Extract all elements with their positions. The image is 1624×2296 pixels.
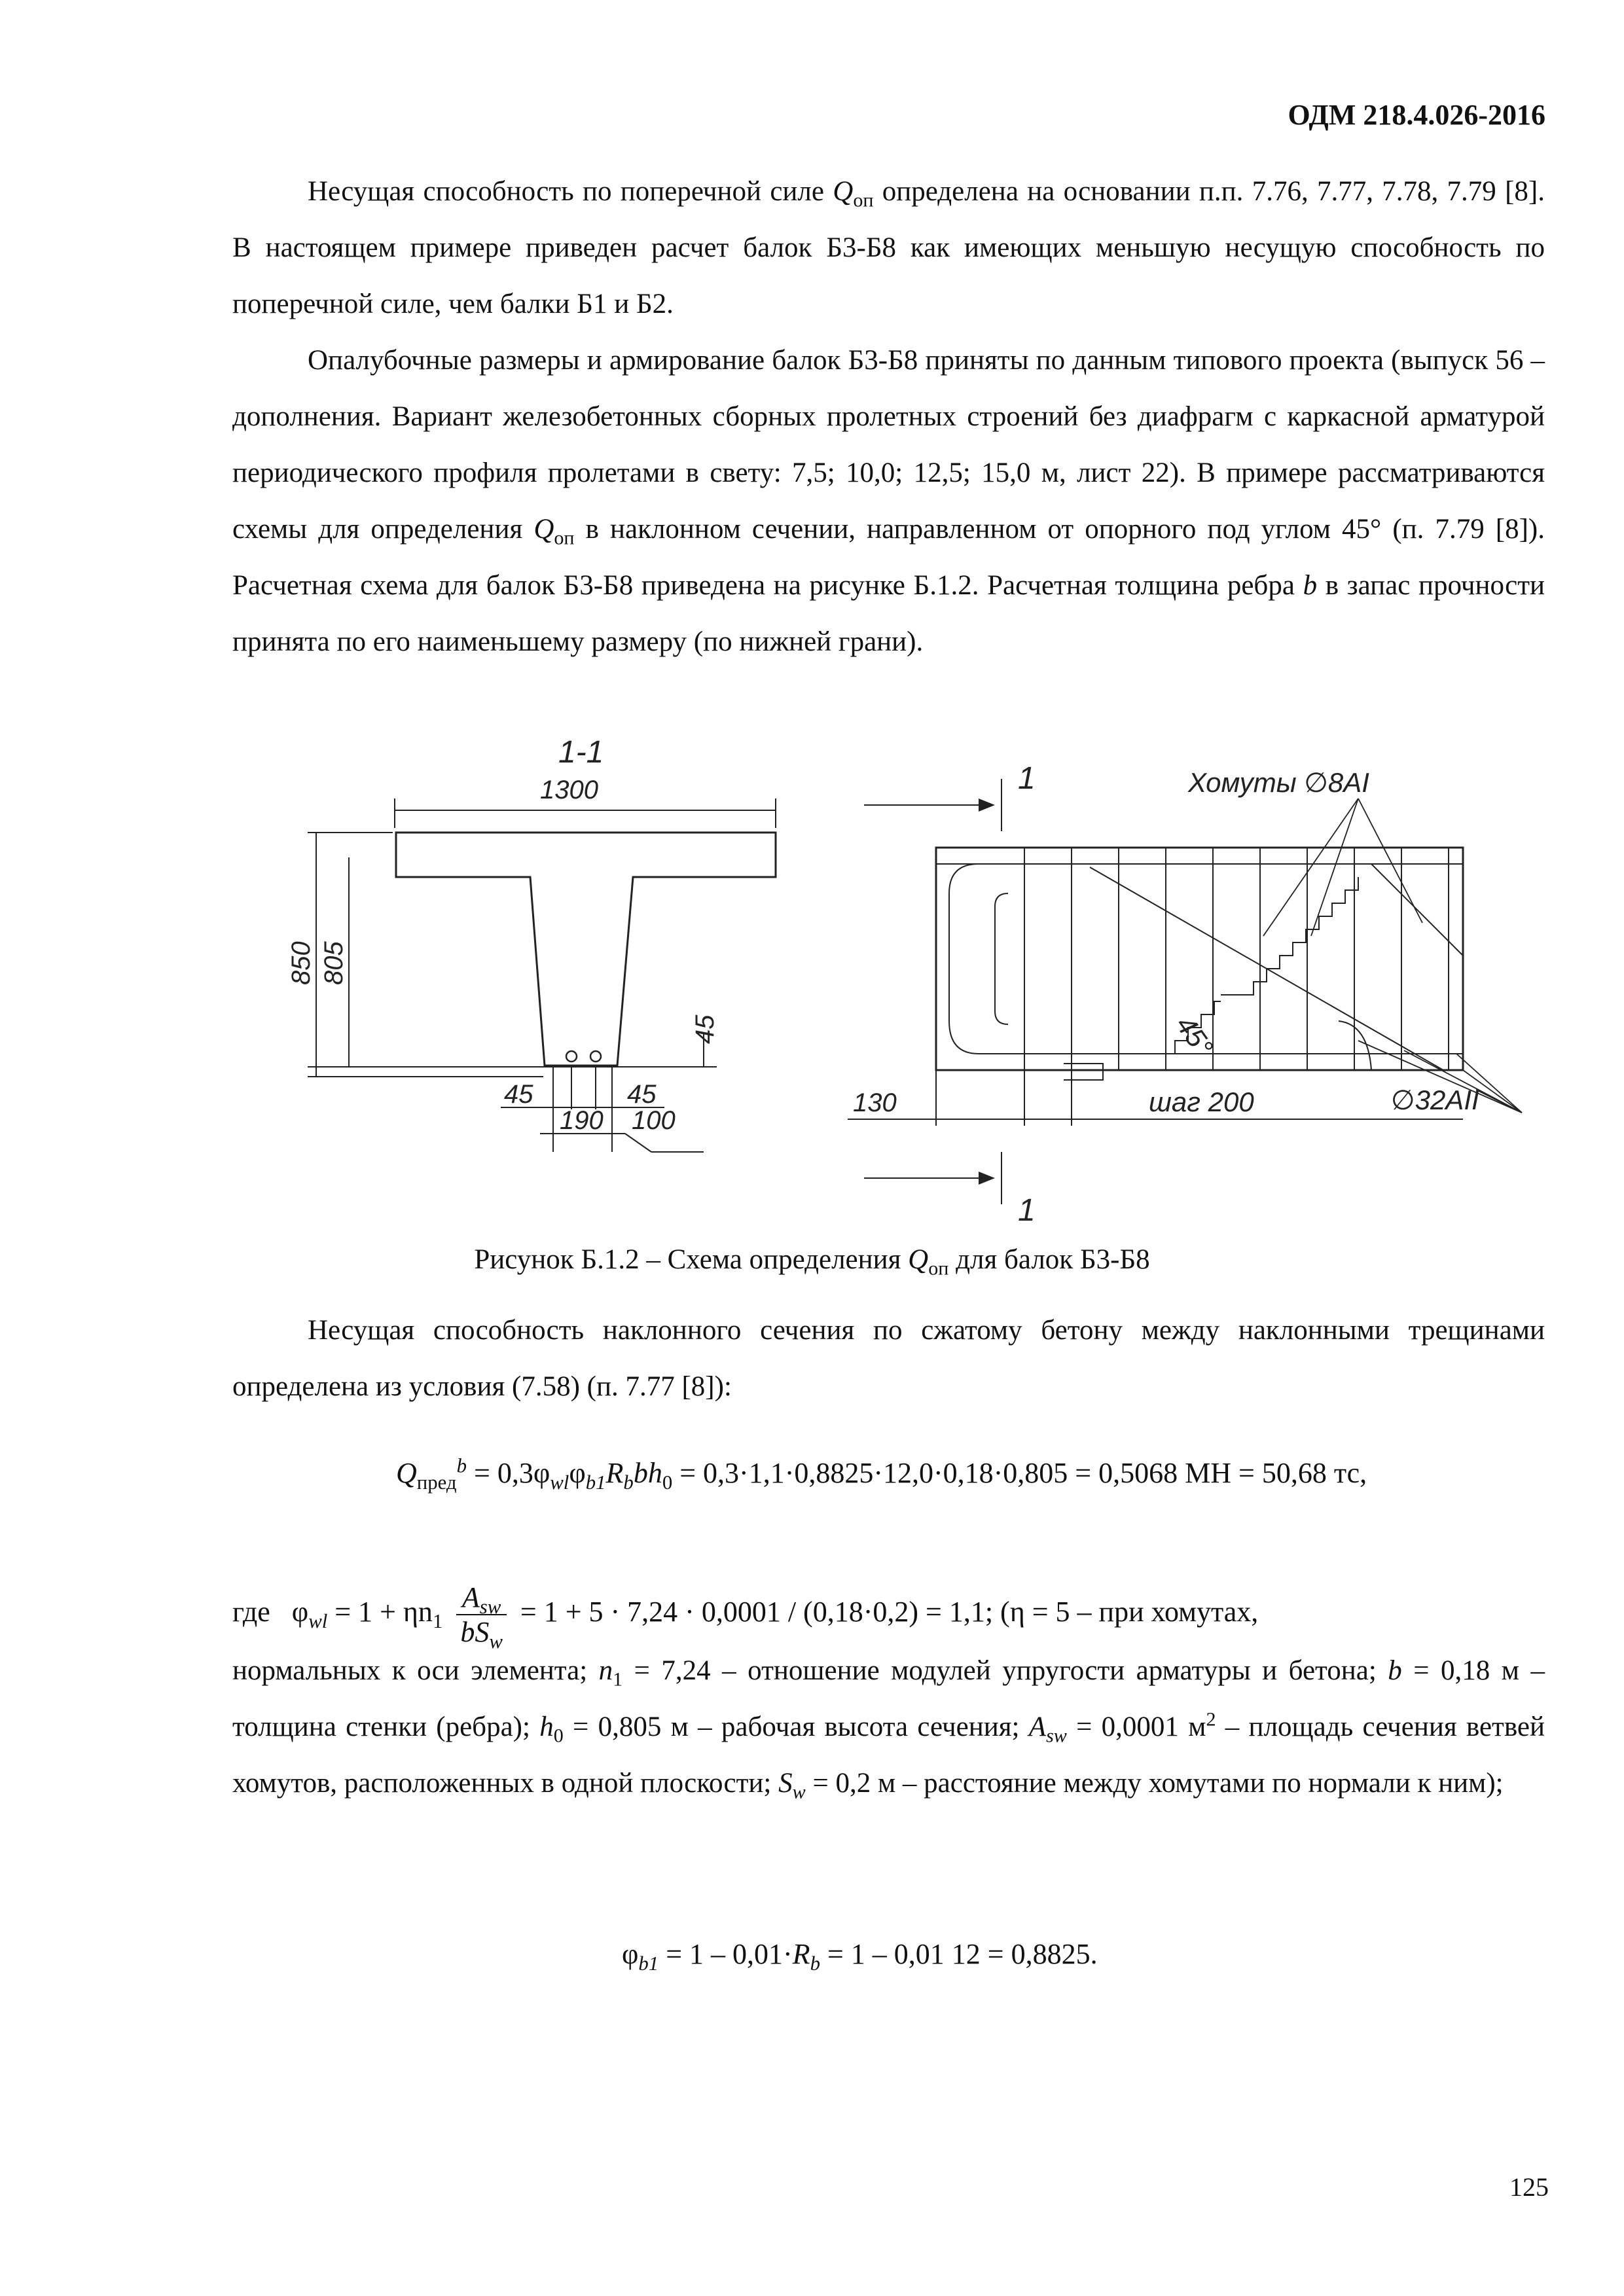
figure-caption: Рисунок Б.1.2 – Схема определения $Q_{оп}$ для балок Б3-Б8	[474, 1244, 1150, 1280]
cut-marker-bottom: 1	[1018, 1193, 1036, 1228]
beam-scheme-figure	[232, 733, 1545, 1244]
paragraph-2: Опалубочные размеры и армирование балок Б3-Б8 приняты по данным типового проекта (выпуск 56 – дополнения. Вариант железобетонных сборных пролетных строений без диафрагм с каркасной арматурой периодического профиля пролетами в свету: 7,5; 10,0; 12,5; 15,0 м, лист 22). В примере рассматриваются схемы для определения $Q_{оп}$ в наклонном сечении, направленном от опорного под углом 45° (п. 7.79 [8]). Расчетная схема для балок Б3-Б8 приведена на рисунке Б.1.2. Расчетная толщина ребра b в запас прочности принята по его наименьшему размеру (по нижней грани).	[232, 345, 1545, 657]
dim-100-label: 100	[632, 1106, 676, 1135]
t-section-drawing	[308, 798, 776, 1152]
formula-q-pred: $Q_{пред}^b = 0,3\varphi_{wl}\varphi_{b1}R_bbh_0 = 0,3\cdot 1,1\cdot 0,8825\cdot 12,0\cdot 0,18\cdot 0,805 = 0,5068$ МН = 50,68 тс,	[396, 1454, 1367, 1494]
cover-45-right-label: 45	[691, 1014, 719, 1044]
formula-phi-wl: где $\varphi_{wl} = 1 + \eta n_1$ $A_{sw}$ $bS_w$ = 1 + 5 · 7,24 · 0,0001 / (0,18·0,2) = 1,1; (η = 5 – при хомутах,	[232, 1581, 1259, 1653]
rebar-label: ∅32AII	[1391, 1085, 1479, 1115]
paragraph-3: Несущая способность наклонного сечения по сжатому бетону между наклонными трещинами определена из условия (7.58) (п. 7.77 [8]):	[232, 1315, 1545, 1402]
formula-phi-b1: $\varphi_{b1} = 1 - 0,01\cdot R_b = 1 - 0,01$ 12 = 0,8825.	[622, 1938, 1098, 1975]
step-label: шаг 200	[1149, 1086, 1254, 1117]
stirrups-label: Хомуты ∅8AI	[1188, 767, 1369, 798]
rib-width-190-label: 190	[560, 1106, 604, 1135]
page-number: 125	[1509, 2172, 1549, 2202]
paragraph-4: нормальных к оси элемента; $n_1 = 7,24$ – отношение модулей упругости арматуры и бетона; b = 0,18 м – толщина стенки (ребра); $h_0 = 0,805$ м – рабочая высота сечения; $A_{sw} = 0,0001$ $м^2$ – площадь сечения ветвей хомутов, расположенных в одной плоскости; $S_w = 0,2$ м – расстояние между хомутами по нормали к ним);	[232, 1655, 1545, 1803]
edge-130-label: 130	[853, 1088, 897, 1117]
flange-width-label: 1300	[540, 776, 598, 804]
fraction: $A_{sw}$ $bS_w$	[456, 1581, 507, 1649]
paragraph-1: Несущая способность по поперечной силе $Q_{оп}$ определена на основании п.п. 7.76, 7.77, 7.78, 7.79 [8]. В настоящем примере приведен расчет балок Б3-Б8 как имеющих меньшую несущую способность по поперечной силе, чем балки Б1 и Б2.	[232, 176, 1545, 319]
cover-45-left-label: 45	[504, 1080, 533, 1109]
cover-45-mid-label: 45	[627, 1080, 657, 1109]
section-label: 1-1	[558, 735, 604, 770]
cut-marker-top: 1	[1018, 761, 1036, 796]
beam-elevation-drawing	[848, 779, 1522, 1204]
height-805-label: 805	[319, 941, 348, 985]
angle-label: 45°	[1170, 1010, 1219, 1062]
height-850-label: 850	[287, 941, 316, 985]
document-code: ОДМ 218.4.026-2016	[1288, 99, 1545, 131]
